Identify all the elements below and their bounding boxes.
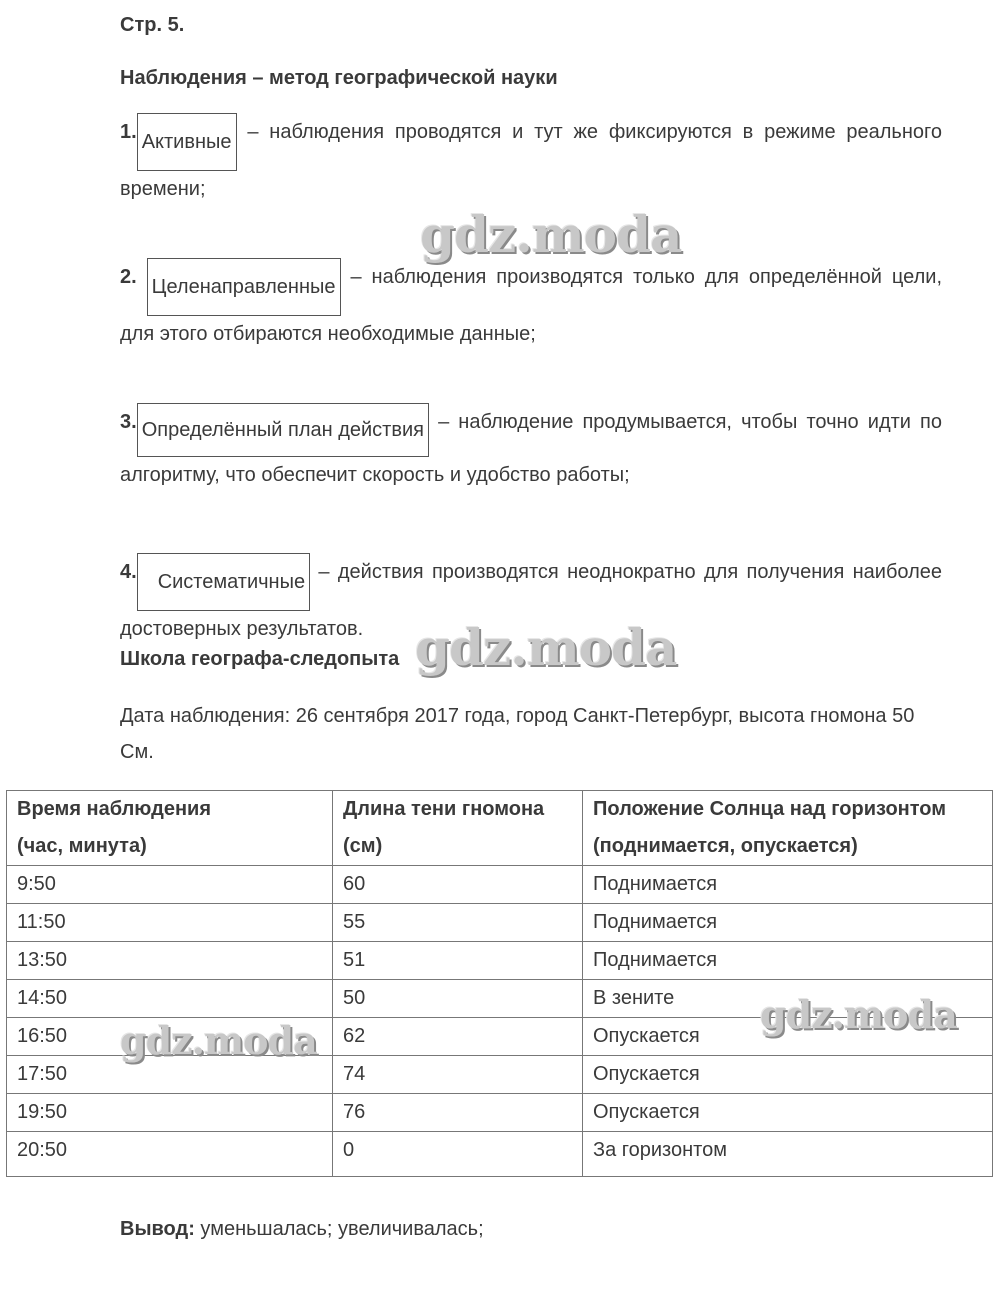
shadow-cell: 50 (333, 980, 583, 1018)
time-cell: 19:50 (7, 1094, 333, 1132)
item-term-box: Определённый план действия (137, 403, 429, 457)
watermark: gdz.moda (760, 992, 957, 1037)
item-term-box: Целенаправленные (147, 258, 341, 316)
watermark: gdz.moda (120, 1018, 317, 1063)
section-title: Наблюдения – метод географической науки (120, 67, 558, 89)
shadow-cell: 74 (333, 1056, 583, 1094)
table-row (7, 904, 993, 942)
time-cell: 16:50 (7, 1018, 333, 1056)
conclusion-label: Вывод: (120, 1218, 195, 1240)
sun-cell: Поднимается (583, 866, 993, 904)
header-shadow-line2: (см) (343, 835, 383, 857)
table-row (7, 1094, 993, 1132)
page-number: Стр. 5. (120, 14, 185, 36)
sun-cell: Поднимается (583, 904, 993, 942)
list-item (120, 258, 942, 352)
item-term-box: Систематичные (137, 553, 310, 611)
time-cell: 17:50 (7, 1056, 333, 1094)
item-text: – наблюдения проводятся и тут же фиксируются в режиме реального времени; (120, 121, 942, 200)
header-shadow (333, 791, 583, 866)
item-term-box: Активные (137, 113, 237, 171)
sun-cell: Поднимается (583, 942, 993, 980)
time-cell: 20:50 (7, 1132, 333, 1177)
observation-info: Дата наблюдения: 26 сентября 2017 года, город Санкт-Петербург, высота гномона 50 См. (120, 705, 915, 763)
table-row (7, 866, 993, 904)
school-title: Школа географа-следопыта (120, 648, 400, 670)
list-item (120, 403, 942, 493)
table-header-row (7, 791, 993, 866)
shadow-cell: 55 (333, 904, 583, 942)
time-cell: 14:50 (7, 980, 333, 1018)
conclusion (120, 1218, 484, 1241)
shadow-cell: 51 (333, 942, 583, 980)
list-item (120, 113, 942, 207)
table-row (7, 942, 993, 980)
time-cell: 13:50 (7, 942, 333, 980)
sun-cell: Опускается (583, 1094, 993, 1132)
conclusion-text: уменьшалась; увеличивалась; (194, 1218, 484, 1240)
time-cell: 11:50 (7, 904, 333, 942)
header-sun-line2: (поднимается, опускается) (593, 835, 858, 857)
header-sun (583, 791, 993, 866)
table-row (7, 1132, 993, 1177)
watermark: gdz.moda (420, 205, 682, 264)
header-time (7, 791, 333, 866)
item-text: – действия производятся неоднократно для получения наиболее достоверных результатов. (120, 561, 942, 640)
header-sun-line1: Положение Солнца над горизонтом (593, 798, 947, 820)
shadow-cell: 0 (333, 1132, 583, 1177)
header-time-line1: Время наблюдения (17, 798, 211, 820)
sun-cell: Опускается (583, 1056, 993, 1094)
item-text: – наблюдения производятся только для определённой цели, для этого отбираются необходимые данные; (120, 266, 943, 345)
watermark: gdz.moda (415, 618, 677, 677)
sun-cell: Опускается (583, 1018, 993, 1056)
item-number: 1. (120, 121, 137, 143)
sun-cell: За горизонтом (583, 1132, 993, 1177)
item-text: – наблюдение продумывается, чтобы точно идти по алгоритму, что обеспечит скорость и удобство работы; (120, 411, 942, 486)
header-time-line2: (час, минута) (17, 835, 147, 857)
shadow-cell: 76 (333, 1094, 583, 1132)
item-number: 4. (120, 561, 137, 583)
item-number: 3. (120, 411, 137, 433)
sun-cell: В зените (583, 980, 993, 1018)
header-shadow-line1: Длина тени гномона (343, 798, 545, 820)
time-cell: 9:50 (7, 866, 333, 904)
shadow-cell: 62 (333, 1018, 583, 1056)
observation-table (6, 790, 993, 1177)
item-number: 2. (120, 266, 137, 288)
shadow-cell: 60 (333, 866, 583, 904)
